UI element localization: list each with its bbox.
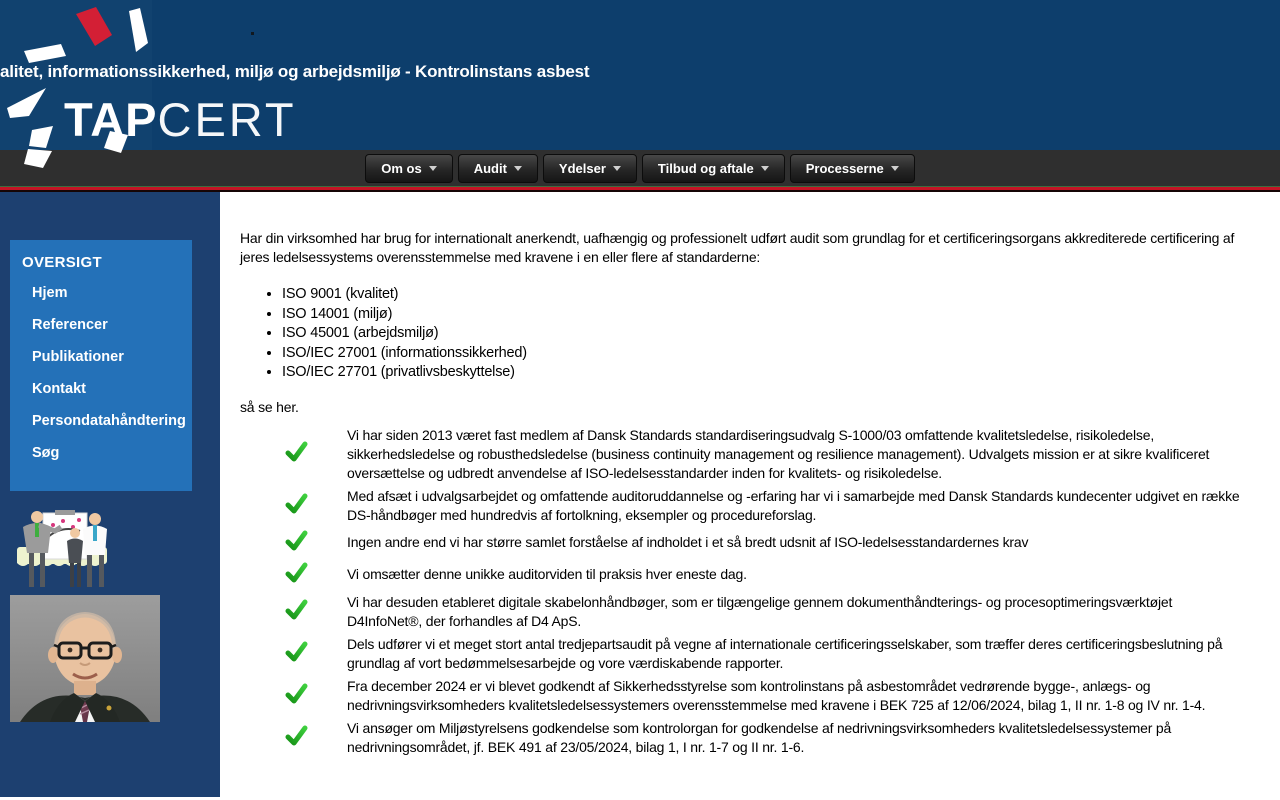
- checklist-text: Vi har siden 2013 været fast medlem af Dansk Standards standardiseringsudvalg S-1000/03 omfattende kvalitetsledelse, risikoledelse, sikkerhedsledelse og robusthedsledelse (business continuity management og resilience management). Udvalgets mission er at sikre kvalificeret oversættelse og udbredt anvendelse af ISO-ledelsesstandarder inden for kvalitets- og risikoledelse.: [347, 426, 1210, 481]
- checklist-text: Dels udfører vi et meget stort antal tredjepartsaudit på vegne af internationale certificeringsselskaber, som træffer deres certificeringsbeslutning på grundlag af vort bedømmelsesarbejde og vore værdiskabende rapporter.: [347, 635, 1223, 671]
- iso-standard-item: • ISO 45001 (arbejdsmiljø): [282, 324, 1250, 344]
- nav-menu-label: Om os: [381, 160, 422, 176]
- check-icon: [285, 529, 308, 552]
- chevron-down-icon: [514, 166, 522, 171]
- check-icon: [285, 492, 308, 515]
- see-here-text: så se her.: [240, 398, 299, 415]
- stray-dot-artifact: [251, 32, 254, 35]
- checklist-row: [240, 487, 1250, 525]
- iso-standard-item: • ISO 14001 (miljø): [282, 305, 1250, 325]
- chevron-down-icon: [429, 166, 437, 171]
- checklist-row: [240, 635, 1250, 673]
- main-content: [220, 192, 1280, 800]
- nav-menu-button[interactable]: [365, 154, 452, 183]
- checklist-row: [240, 426, 1250, 483]
- nav-menu-label: Ydelser: [558, 160, 606, 176]
- checklist-text: Ingen andre end vi har større samlet forståelse af indholdet i et så bredt udsnit af ISO-ledelsesstandardernes krav: [347, 534, 1029, 550]
- check-icon: [285, 640, 308, 663]
- nav-menu-button[interactable]: [458, 154, 538, 183]
- checklist-text: Vi ansøger om Miljøstyrelsens godkendelse som kontrolorgan for godkendelse af nedrivningsvirksomheders kvalitetsledelsessystemer på nedrivningsområdet, jf. BEK 491 af 23/05/2024, bilag 1, I nr. 1-7 og II nr. 1-6.: [347, 719, 1172, 755]
- nav-menu-label: Tilbud og aftale: [657, 160, 754, 176]
- page-body: [0, 192, 1280, 800]
- sidebar-menu-item[interactable]: Publikationer: [32, 349, 124, 365]
- nav-menu-label: Processerne: [805, 160, 884, 176]
- brand-tap: TAP: [64, 93, 158, 146]
- check-icon: [285, 598, 308, 621]
- site-tagline: alitet, informationssikkerhed, miljø og arbejdsmiljø - Kontrolinstans asbest: [0, 62, 590, 81]
- checklist-text: Vi har desuden etableret digitale skabelonhåndbøger, som er tilgængelige gennem dokumenthåndterings- og procesoptimeringsværktøjet D4InfoNet®, der forhandles af D4 ApS.: [347, 593, 1173, 629]
- brand-wordmark: [64, 93, 297, 146]
- checklist-text: Vi omsætter denne unikke auditorviden til praksis hver eneste dag.: [347, 566, 747, 582]
- nav-menu-button[interactable]: [790, 154, 915, 183]
- checklist-row: [240, 677, 1250, 715]
- checkmark-cell: [240, 598, 347, 626]
- sidebar-menu-item[interactable]: Hjem: [32, 285, 68, 301]
- checklist-text: Med afsæt i udvalgsarbejdet og omfattende auditoruddannelse og -erfaring har vi i samarbejde med Dansk Standards kundecenter udgivet en række DS-håndbøger med hundredvis af fortolkning, eksempler og procedureforslag.: [347, 487, 1240, 523]
- checkmark-cell: [240, 492, 347, 520]
- iso-standard-item: • ISO/IEC 27701 (privatlivsbeskyttelse): [282, 363, 1250, 383]
- check-icon: [285, 561, 308, 584]
- checklist-text: Fra december 2024 er vi blevet godkendt af Sikkerhedsstyrelse som kontrolinstans på asbestområdet vedrørende bygge-, anlægs- og nedrivningsvirksomheders kvalitetsledelsessystemers overensstemmelse med kravene i BEK 725 af 12/06/2024, bilag 1, II nr. 1-8 og IV nr. 1-4.: [347, 677, 1206, 713]
- sidebar-menu-box: [10, 240, 192, 491]
- iso-standards-list: [240, 285, 1250, 383]
- benefits-checklist: [240, 426, 1250, 757]
- chevron-down-icon: [891, 166, 899, 171]
- team-presentation-illustration: [15, 507, 112, 589]
- check-icon: [285, 724, 308, 747]
- checklist-row: [240, 529, 1250, 557]
- sidebar-menu-list: [22, 277, 184, 469]
- chevron-down-icon: [761, 166, 769, 171]
- iso-standard-item: • ISO/IEC 27001 (informationssikkerhed): [282, 344, 1250, 364]
- intro-paragraph: Har din virksomhed har brug for internationalt anerkendt, uafhængig og professionelt udført audit som grundlag for et certificeringsorgans akkrediterede certificering af jeres ledelsessystems overensstemmelse med kravene i en eller flere af standarderne:: [240, 230, 1235, 265]
- sidebar-menu-item[interactable]: Persondatahåndtering: [32, 413, 186, 429]
- checkmark-cell: [240, 682, 347, 710]
- chevron-down-icon: [613, 166, 621, 171]
- nav-menu-button[interactable]: [642, 154, 785, 183]
- brand-cert: CERT: [157, 93, 297, 146]
- nav-menu-button[interactable]: [543, 154, 637, 183]
- checkmark-cell: [240, 724, 347, 752]
- checklist-row: [240, 719, 1250, 757]
- sidebar-menu-item[interactable]: Søg: [32, 445, 60, 461]
- page-header: [0, 0, 1280, 150]
- checklist-row: [240, 561, 1250, 589]
- iso-standard-item: • ISO 9001 (kvalitet): [282, 285, 1250, 305]
- sidebar-menu-item[interactable]: Referencer: [32, 317, 108, 333]
- checkmark-cell: [240, 561, 347, 589]
- nav-menu-label: Audit: [473, 160, 507, 176]
- sidebar-menu-item[interactable]: Kontakt: [32, 381, 86, 397]
- sidebar: [0, 192, 220, 800]
- checkmark-cell: [240, 529, 347, 557]
- checklist-row: [240, 593, 1250, 631]
- checkmark-cell: [240, 440, 347, 468]
- checkmark-cell: [240, 640, 347, 668]
- check-icon: [285, 682, 308, 705]
- sidebar-heading: OVERSIGT: [22, 254, 102, 271]
- portrait-photo: [10, 595, 160, 722]
- check-icon: [285, 440, 308, 463]
